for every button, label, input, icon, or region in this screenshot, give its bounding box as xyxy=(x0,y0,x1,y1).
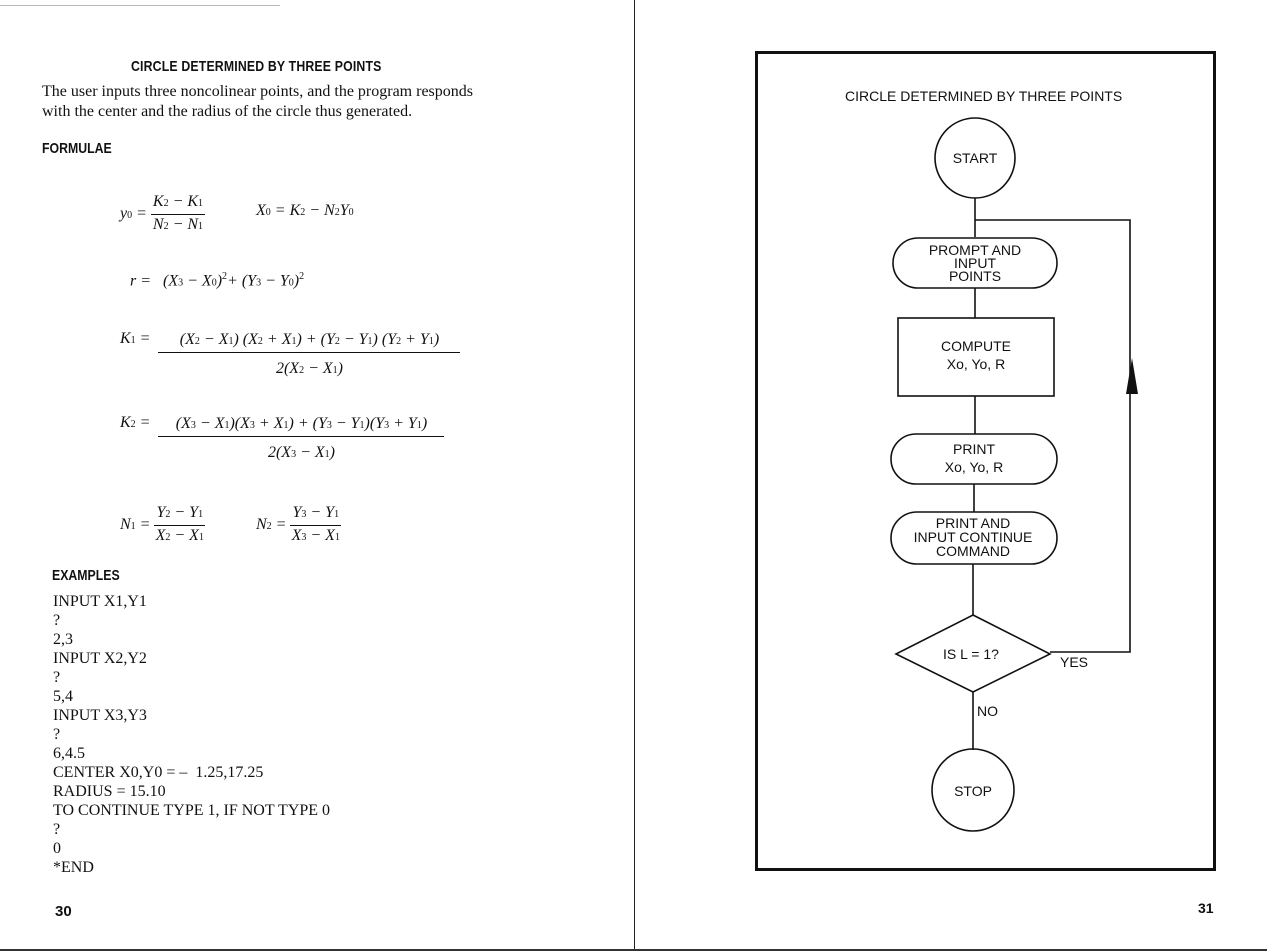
example-line: 0 xyxy=(53,840,61,857)
example-line: TO CONTINUE TYPE 1, IF NOT TYPE 0 xyxy=(53,802,331,819)
formula-y0: y0 = $\frac{K2 - K1}{N2 - N1}$ xyxy=(120,193,204,233)
example-line: INPUT X2,Y2 xyxy=(53,650,147,667)
stop-label: STOP xyxy=(954,783,992,799)
example-line: 2,3 xyxy=(53,631,73,648)
example-line: RADIUS = 15.10 xyxy=(53,783,166,800)
examples-heading: EXAMPLES xyxy=(52,567,120,584)
example-line: ? xyxy=(53,726,61,743)
formula-r: $r = (X3 - X0)^2+ (Y3 - Y0)^2$ xyxy=(130,271,305,290)
compute-label-1: COMPUTE xyxy=(941,338,1011,354)
formula-n1: N1 = $\frac{Y2 - Y1}{X2 - X1}$ xyxy=(120,504,204,544)
up-arrow-icon xyxy=(1126,358,1138,394)
continue-label-1: PRINT AND xyxy=(935,515,1011,531)
continue-label-2: INPUT CONTINUE xyxy=(913,529,1033,545)
no-label: NO xyxy=(977,703,998,719)
flowchart-title: CIRCLE DETERMINED BY THREE POINTS xyxy=(845,88,1123,104)
example-line: ? xyxy=(53,669,61,686)
example-line: 6,4.5 xyxy=(53,745,85,762)
page-number-left: 30 xyxy=(55,903,72,920)
print-label-1: PRINT xyxy=(953,441,995,457)
example-line: ? xyxy=(53,821,61,838)
prompt-label-3: POINTS xyxy=(948,268,1002,284)
formula-x0: X0 = K2 − N2Y0 xyxy=(256,202,354,219)
loop-back-line xyxy=(975,220,1130,652)
formula-k2: K2 = $\frac{(X3 - X1)(X3 + X1) + (Y3 - Y1)(Y3 + Y1)}{2(X3 - X1)}$ xyxy=(120,414,444,465)
continue-label-3: COMMAND xyxy=(936,543,1010,559)
compute-label-2: Xo, Yo, R xyxy=(946,356,1006,372)
intro-paragraph: The user inputs three noncolinear points, and the program responds with the center and the radius of the circle thus generated. xyxy=(42,83,473,120)
example-line: ? xyxy=(53,612,61,629)
example-line: INPUT X1,Y1 xyxy=(53,593,147,610)
formulae-heading: FORMULAE xyxy=(42,140,112,157)
example-line: *END xyxy=(53,859,94,876)
prompt-label-2: INPUT xyxy=(954,255,996,271)
prompt-label-1: PROMPT AND xyxy=(928,242,1022,258)
yes-label: YES xyxy=(1060,654,1089,670)
example-line: CENTER X0,Y0 = – 1.25,17.25 xyxy=(53,764,264,781)
formula-n2: N2 = $\frac{Y3 - Y1}{X3 - X1}$ xyxy=(256,504,340,544)
decision-label: IS L = 1? xyxy=(943,646,999,662)
start-label: START xyxy=(952,150,998,166)
example-line: INPUT X3,Y3 xyxy=(53,707,147,724)
example-line: 5,4 xyxy=(53,688,73,705)
formula-k1: K1 = $\frac{(X2 - X1) (X2 + X1) + (Y2 - Y1) (Y2 + Y1)}{2(X2 - X1)}$ xyxy=(120,330,460,381)
page-number-right: 31 xyxy=(1198,900,1214,916)
print-label-2: Xo, Yo, R xyxy=(944,459,1004,475)
page-title: CIRCLE DETERMINED BY THREE POINTS xyxy=(131,58,382,75)
